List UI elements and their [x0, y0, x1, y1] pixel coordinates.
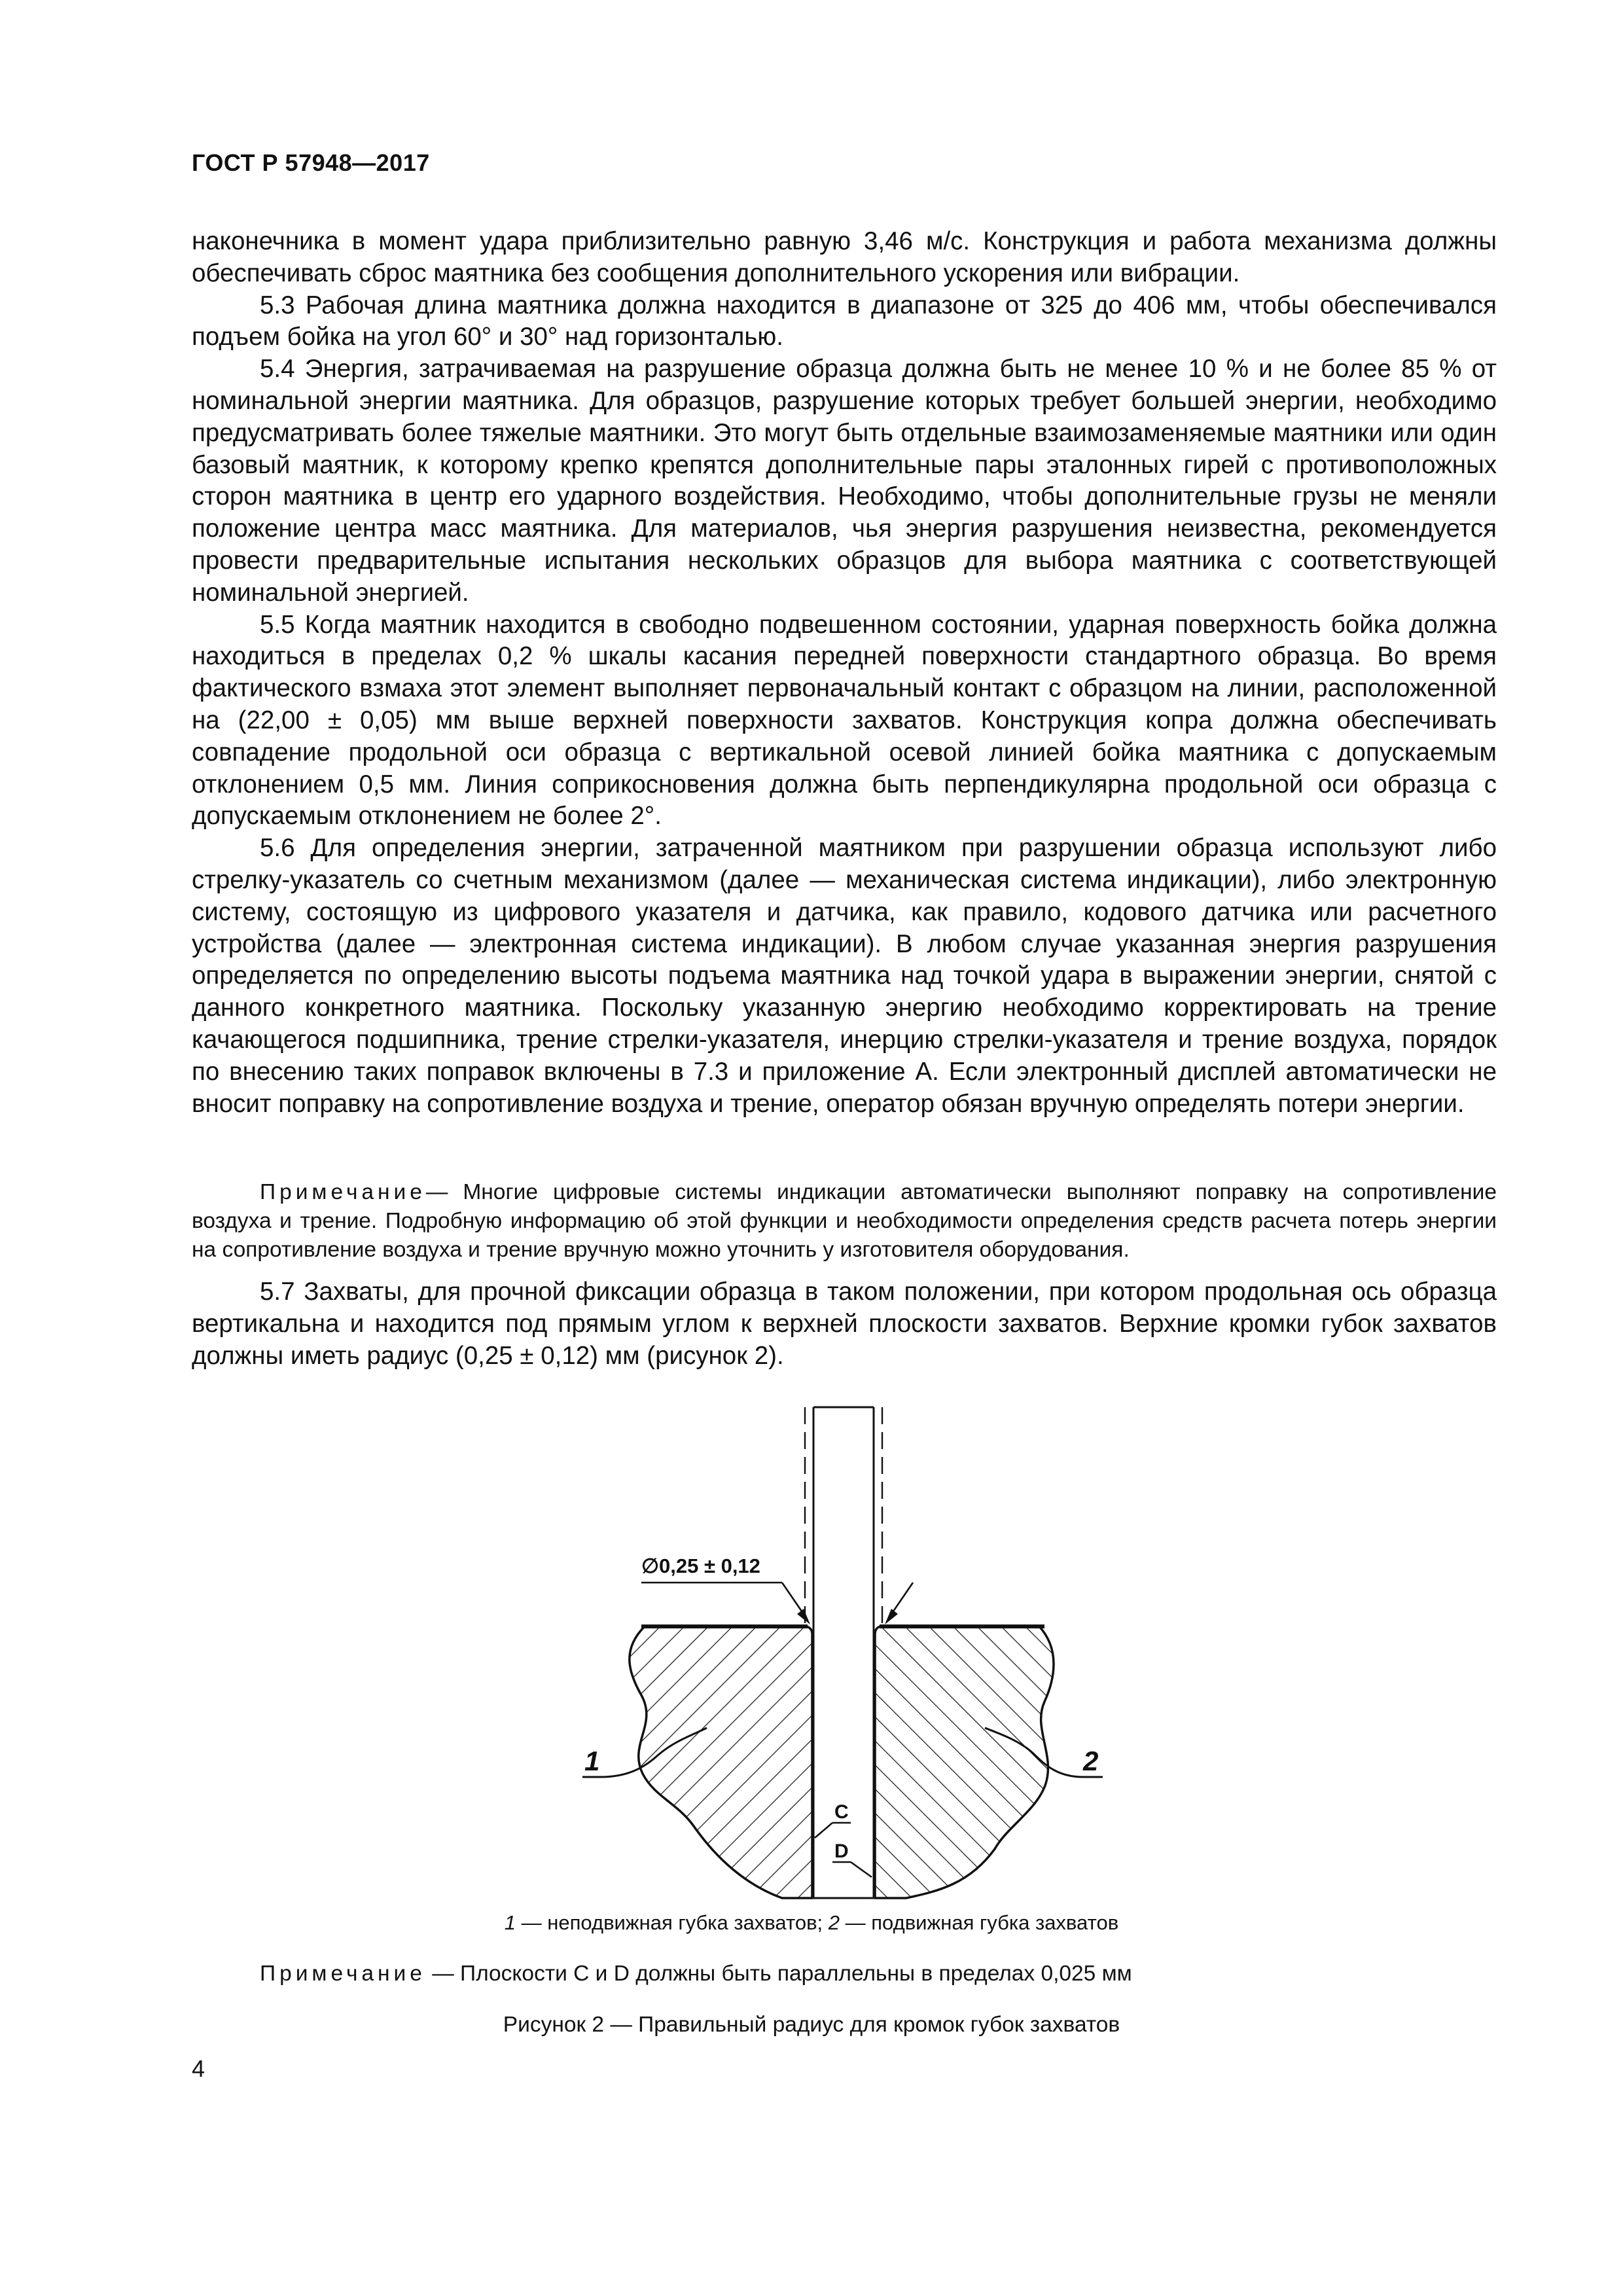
- figure-legend: [0, 1911, 1623, 1935]
- paragraph-5-4: 5.4 Энергия, затрачиваемая на разрушение образца должна быть не менее 10 % и не более 85 % от номинальной энергии маятника. Для образцов, разрушение которых требует большей энергии, необходимо предусматривать более тяжелые маятники. Это могут быть отдельные взаимозаменяемые маятники или один базовый маятник, к которому крепко крепятся дополнительные пары эталонных гирей с противоположных сторон маятника в центр его ударного воздействия. Необходимо, чтобы дополнительные грузы не меняли положение центра масс маятника. Для материалов, чья энергия разрушения неизвестна, рекомендуется провести предварительные испытания нескольких образцов для выбора маятника с соответствующей номинальной энергией.: [192, 355, 1497, 607]
- radius-dimension: [641, 1554, 913, 1624]
- paragraph-5-3: 5.3 Рабочая длина маятника должна находится в диапазоне от 325 до 406 мм, чтобы обеспечивался подъем бойка на угол 60° и 30° над горизонталью.: [192, 291, 1497, 351]
- legend-text-1: — неподвижная губка захватов;: [516, 1911, 829, 1934]
- figure-label-c: C: [834, 1801, 849, 1823]
- right-jaw: [875, 1626, 1054, 1898]
- paragraph-5-6: 5.6 Для определения энергии, затраченной маятником при разрушении образца используют либо стрелку-указатель со счетным механизмом (далее — механическая система индикации), либо электронную систему, состоящую из цифрового указателя и датчика, как правило, кодового датчика или расчетного устройства (далее — электронная система индикации). В любом случае указанная энергия разрушения определяется по определению высоты подъема маятника над точкой удара в выражении энергии, снятой с данного конкретного маятника. Поскольку указанную энергию необходимо корректировать на трение качающегося подшипника, трение стрелки-указателя, инерцию стрелки-указателя и трение воздуха, порядок по внесению таких поправок включены в 7.3 и приложение А. Если электронный дисплей автоматически не вносит поправку на сопротивление воздуха и трение, оператор обязан вручную определять потери энергии.: [192, 834, 1497, 1118]
- plane-marker-c: [815, 1801, 851, 1838]
- figure-note-label: Примечание: [260, 1962, 426, 1986]
- figure-label-d: D: [834, 1840, 849, 1862]
- dimension-label: ∅0,25 ± 0,12: [641, 1554, 760, 1577]
- legend-number-1: 1: [504, 1911, 516, 1934]
- figure-caption: Рисунок 2 — Правильный радиус для кромок губок захватов: [503, 2013, 1120, 2037]
- paragraph-continuation: наконечника в момент удара приблизительно равную 3,46 м/с. Конструкция и работа механизма должны обеспечивать сброс маятника без сообщения дополнительного ускорения или вибрации.: [192, 227, 1497, 287]
- page-number: 4: [192, 2055, 205, 2082]
- left-jaw: [630, 1626, 812, 1898]
- paragraph-5-5: 5.5 Когда маятник находится в свободно подвешенном состоянии, ударная поверхность бойка должна находиться в пределах 0,2 % шкалы касания передней поверхности стандартного образца. Во время фактического взмаха этот элемент выполняет первоначальный контакт с образцом на линии, расположенной на (22,00 ± 0,05) мм выше верхней поверхности захватов. Конструкция копра должна обеспечивать совпадение продольной оси образца с вертикальной осевой линией бойка маятника с допускаемым отклонением 0,5 мм. Линия соприкосновения должна быть перпендикулярна продольной оси образца с допускаемым отклонением не более 2°.: [192, 610, 1497, 831]
- figure-note-text: — Плоскости C и D должны быть параллельны в пределах 0,025 мм: [425, 1962, 1132, 1986]
- specimen: [813, 1407, 874, 1898]
- plane-marker-d: [832, 1840, 872, 1877]
- note-label: Примечание: [260, 1180, 426, 1204]
- figure-label-2: 2: [1083, 1746, 1099, 1776]
- extension-lines: [805, 1407, 882, 1623]
- figure-note: [260, 1962, 1132, 1986]
- document-header: ГОСТ Р 57948—2017: [192, 149, 430, 176]
- legend-number-2: 2: [828, 1911, 840, 1934]
- paragraph-5-7: 5.7 Захваты, для прочной фиксации образца в таком положении, при котором продольная ось образца вертикальна и находится под прямым углом к верхней плоскости захватов. Верхние кромки губок захватов должны иметь радиус (0,25 ± 0,12) мм (рисунок 2).: [192, 1278, 1497, 1370]
- figure-label-1: 1: [584, 1746, 600, 1776]
- legend-text-2: — подвижная губка захватов: [840, 1911, 1119, 1934]
- note-text: — Многие цифровые системы индикации автоматически выполняют поправку на сопротивление воздуха и трение. Подробную информацию об этой функции и необходимости определения средств расчета потерь энергии на сопротивление воздуха и трение вручную можно уточнить у изготовителя оборудования.: [192, 1180, 1497, 1262]
